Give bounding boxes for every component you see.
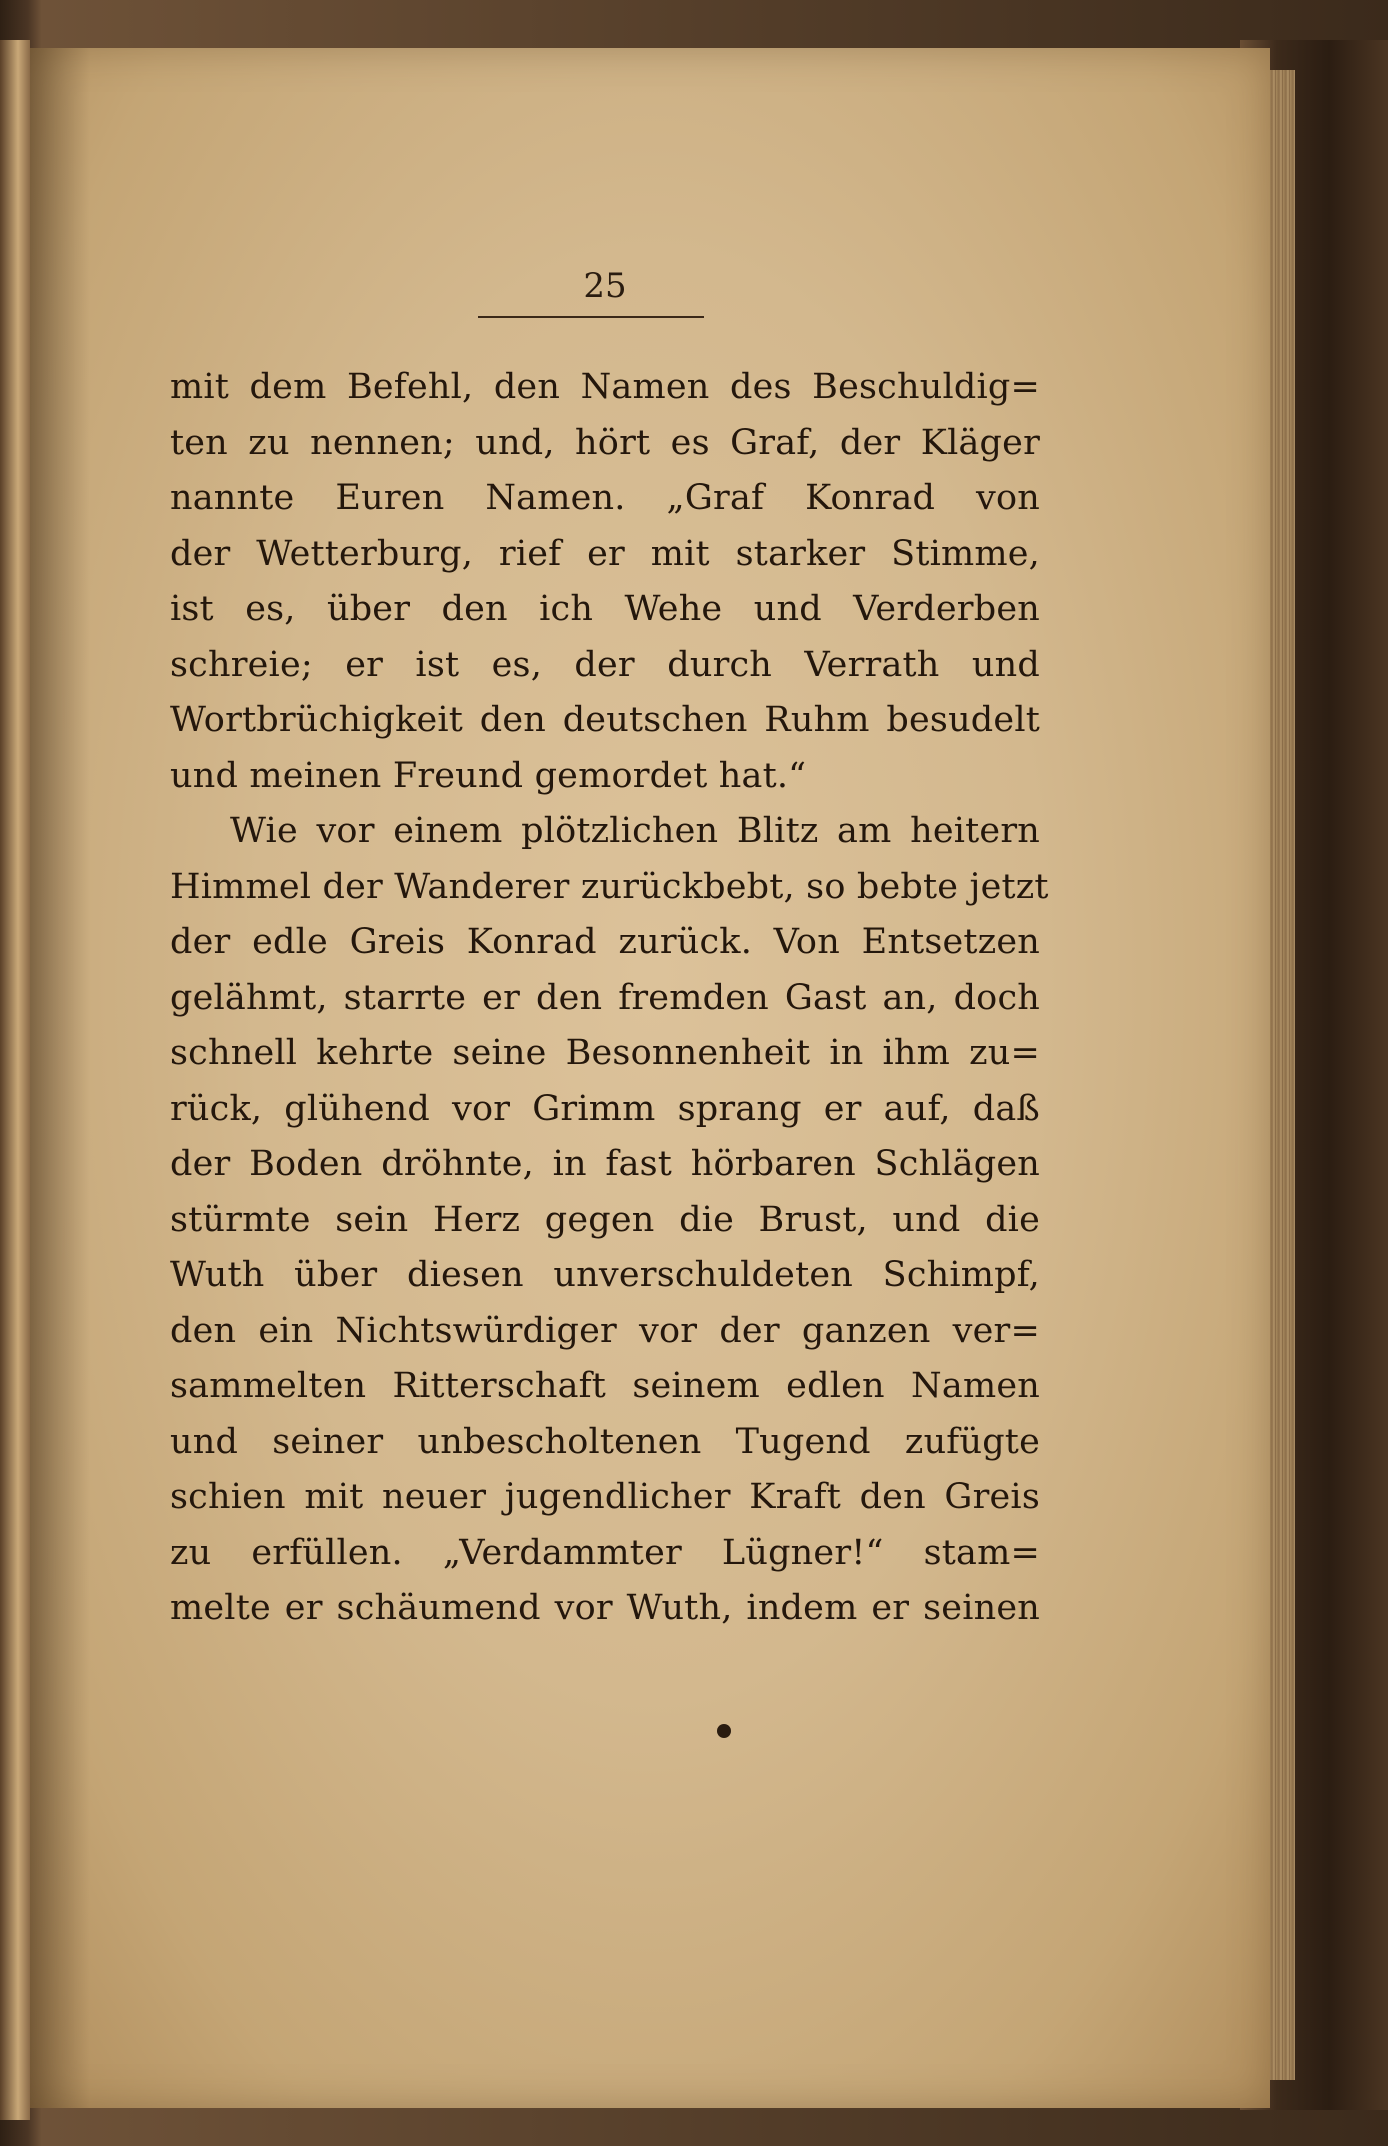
text-line: gelähmt, starrte er den fremden Gast an, doch: [170, 977, 1040, 1018]
text-line: schien mit neuer jugendlicher Kraft den Greis: [170, 1477, 1040, 1517]
text-line: ten zu nennen; und, hört es Graf, der Kläger: [170, 422, 1040, 463]
text-line: der Boden dröhnte, in fast hörbaren Schlägen: [170, 1144, 1040, 1184]
text-line: und seiner unbescholtenen Tugend zufügte: [170, 1421, 1040, 1462]
text-line: rück, glühend vor Grimm sprang er auf, daß: [170, 1088, 1040, 1129]
text-line: sammelten Ritterschaft seinem edlen Namen: [170, 1366, 1040, 1406]
text-line: Himmel der Wanderer zurückbebt, so bebte jetzt: [170, 866, 1049, 907]
text-line: melte er schäumend vor Wuth, indem er seinen: [170, 1588, 1040, 1628]
text-line: schreie; er ist es, der durch Verrath und: [170, 644, 1040, 685]
text-line: Wuth über diesen unverschuldeten Schimpf,: [170, 1255, 1040, 1295]
text-line: schnell kehrte seine Besonnenheit in ihm zu=: [170, 1033, 1040, 1073]
text-line: den ein Nichtswürdiger vor der ganzen ver=: [170, 1310, 1040, 1351]
text-line: und meinen Freund gemordet hat.“: [170, 755, 807, 796]
body-text: [170, 360, 1049, 1637]
gutter-shadow: [30, 48, 90, 2108]
ornament-dot: [717, 1724, 731, 1738]
text-line: stürmte sein Herz gegen die Brust, und die: [170, 1199, 1040, 1240]
text-line: ist es, über den ich Wehe und Verderben: [170, 589, 1040, 629]
left-page-edge: [0, 40, 30, 2120]
text-line: nannte Euren Namen. „Graf Konrad von: [170, 478, 1040, 518]
text-line: zu erfüllen. „Verdammter Lügner!“ stam=: [170, 1532, 1040, 1573]
text-line: Wie vor einem plötzlichen Blitz am heitern: [230, 811, 1040, 851]
page-number-rule: [478, 316, 704, 318]
page-number: 25: [583, 266, 627, 306]
text-line: der edle Greis Konrad zurück. Von Entsetzen: [170, 922, 1040, 962]
text-line: der Wetterburg, rief er mit starker Stimme,: [170, 533, 1040, 574]
text-line: Wortbrüchigkeit den deutschen Ruhm besudelt: [170, 700, 1040, 740]
text-line: mit dem Befehl, den Namen des Beschuldig=: [170, 367, 1040, 407]
